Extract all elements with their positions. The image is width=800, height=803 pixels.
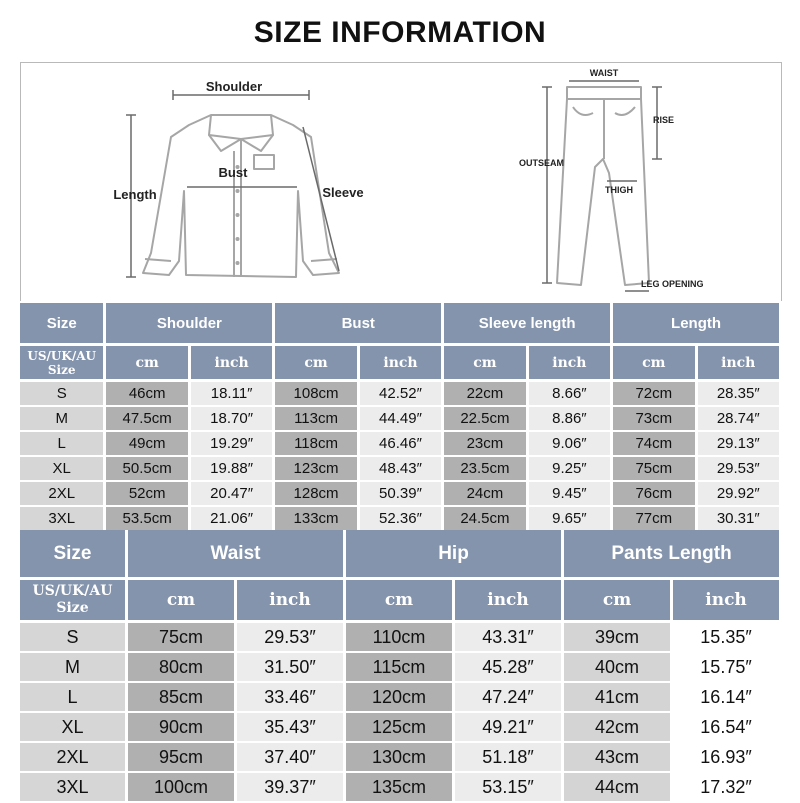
- shirt-inch-cell: 50.39″: [360, 482, 444, 507]
- pants-cm-cell: 44cm: [564, 773, 673, 803]
- unit-cm-label: cm: [106, 346, 190, 382]
- pants-inch-cell: 16.93″: [673, 743, 782, 773]
- shirt-label-sleeve: Sleeve: [322, 185, 364, 200]
- shirt-inch-cell: 8.66″: [529, 382, 613, 407]
- shirt-unit-header-row: [20, 346, 782, 382]
- shirt-size-region-label: [20, 346, 106, 382]
- unit-inch-label: inch: [673, 580, 782, 623]
- shirt-cm-cell: 49cm: [106, 432, 190, 457]
- pants-cm-cell: 42cm: [564, 713, 673, 743]
- unit-inch-label: inch: [698, 346, 782, 382]
- shirt-size-cell: S: [20, 382, 106, 407]
- pants-inch-cell: 39.37″: [237, 773, 346, 803]
- shirt-inch-cell: 9.25″: [529, 457, 613, 482]
- pants-header-hip: Hip: [346, 530, 564, 580]
- shirt-cm-cell: 24cm: [444, 482, 528, 507]
- pants-inch-cell: 15.75″: [673, 653, 782, 683]
- shirt-cm-cell: 77cm: [613, 507, 697, 532]
- pants-cm-cell: 135cm: [346, 773, 455, 803]
- pants-inch-cell: 16.54″: [673, 713, 782, 743]
- shirt-row: [20, 457, 782, 482]
- pants-cm-cell: 125cm: [346, 713, 455, 743]
- shirt-cm-cell: 52cm: [106, 482, 190, 507]
- shirt-size-cell: 3XL: [20, 507, 106, 532]
- shirt-cm-cell: 23cm: [444, 432, 528, 457]
- shirt-inch-cell: 8.86″: [529, 407, 613, 432]
- pants-row: [20, 773, 782, 803]
- pants-unit-header-row: [20, 580, 782, 623]
- shirt-size-cell: M: [20, 407, 106, 432]
- shirt-inch-cell: 29.92″: [698, 482, 782, 507]
- shirt-cm-cell: 73cm: [613, 407, 697, 432]
- shirt-cm-cell: 23.5cm: [444, 457, 528, 482]
- shirt-inch-cell: 18.11″: [191, 382, 275, 407]
- shirt-size-cell: XL: [20, 457, 106, 482]
- pants-size-cell: 3XL: [20, 773, 128, 803]
- pants-inch-cell: 16.14″: [673, 683, 782, 713]
- pants-inch-cell: 29.53″: [237, 623, 346, 653]
- shirt-size-cell: L: [20, 432, 106, 457]
- pants-row: [20, 653, 782, 683]
- shirt-group-header-row: [20, 303, 782, 346]
- shirt-size-cell: 2XL: [20, 482, 106, 507]
- shirt-header-size: Size: [20, 303, 106, 346]
- unit-inch-label: inch: [237, 580, 346, 623]
- shirt-cm-cell: 133cm: [275, 507, 359, 532]
- shirt-inch-cell: 29.13″: [698, 432, 782, 457]
- shirt-cm-cell: 24.5cm: [444, 507, 528, 532]
- pants-group-header-row: [20, 530, 782, 580]
- shirt-cm-cell: 50.5cm: [106, 457, 190, 482]
- pants-cm-cell: 95cm: [128, 743, 237, 773]
- size-diagram: [20, 62, 782, 301]
- shirt-size-table: [20, 303, 782, 532]
- pants-cm-cell: 110cm: [346, 623, 455, 653]
- pants-inch-cell: 49.21″: [455, 713, 564, 743]
- pants-table-body: [20, 623, 782, 803]
- shirt-row: [20, 482, 782, 507]
- pants-inch-cell: 47.24″: [455, 683, 564, 713]
- pants-header-pants-length: Pants Length: [564, 530, 782, 580]
- size-region-text: US/UK/AU: [32, 583, 113, 599]
- shirt-header-sleeve-length: Sleeve length: [444, 303, 613, 346]
- shirt-cm-cell: 72cm: [613, 382, 697, 407]
- pants-cm-cell: 41cm: [564, 683, 673, 713]
- pants-cm-cell: 43cm: [564, 743, 673, 773]
- pants-size-cell: L: [20, 683, 128, 713]
- shirt-inch-cell: 28.74″: [698, 407, 782, 432]
- pants-header-waist: Waist: [128, 530, 346, 580]
- shirt-cm-cell: 75cm: [613, 457, 697, 482]
- pants-cm-cell: 90cm: [128, 713, 237, 743]
- pants-inch-cell: 15.35″: [673, 623, 782, 653]
- shirt-cm-cell: 74cm: [613, 432, 697, 457]
- unit-cm-label: cm: [275, 346, 359, 382]
- shirt-inch-cell: 28.35″: [698, 382, 782, 407]
- pants-cm-cell: 130cm: [346, 743, 455, 773]
- pants-row: [20, 623, 782, 653]
- shirt-cm-cell: 128cm: [275, 482, 359, 507]
- pants-size-cell: M: [20, 653, 128, 683]
- unit-inch-label: inch: [529, 346, 613, 382]
- pants-size-cell: 2XL: [20, 743, 128, 773]
- pants-inch-cell: 31.50″: [237, 653, 346, 683]
- pants-cm-cell: 80cm: [128, 653, 237, 683]
- size-word-text: Size: [47, 362, 76, 377]
- shirt-measure-lines: [126, 90, 339, 277]
- shirt-inch-cell: 20.47″: [191, 482, 275, 507]
- pants-label-outseam: OUTSEAM: [519, 158, 564, 168]
- shirt-header-length: Length: [613, 303, 782, 346]
- shirt-cm-cell: 22.5cm: [444, 407, 528, 432]
- shirt-inch-cell: 19.29″: [191, 432, 275, 457]
- shirt-inch-cell: 48.43″: [360, 457, 444, 482]
- shirt-inch-cell: 29.53″: [698, 457, 782, 482]
- shirt-inch-cell: 21.06″: [191, 507, 275, 532]
- unit-cm-label: cm: [444, 346, 528, 382]
- pants-cm-cell: 85cm: [128, 683, 237, 713]
- pants-cm-cell: 75cm: [128, 623, 237, 653]
- shirt-inch-cell: 9.06″: [529, 432, 613, 457]
- pants-label-rise: RISE: [653, 115, 675, 125]
- pants-cm-cell: 40cm: [564, 653, 673, 683]
- unit-cm-label: cm: [128, 580, 237, 623]
- pants-label-thigh: THIGH: [605, 185, 633, 195]
- unit-inch-label: inch: [191, 346, 275, 382]
- pants-inch-cell: 37.40″: [237, 743, 346, 773]
- pants-inch-cell: 45.28″: [455, 653, 564, 683]
- pants-inch-cell: 53.15″: [455, 773, 564, 803]
- shirt-illustration: [143, 115, 339, 277]
- shirt-cm-cell: 113cm: [275, 407, 359, 432]
- shirt-row: [20, 432, 782, 457]
- shirt-table-body: [20, 382, 782, 532]
- shirt-inch-cell: 9.65″: [529, 507, 613, 532]
- pants-row: [20, 683, 782, 713]
- shirt-inch-cell: 42.52″: [360, 382, 444, 407]
- shirt-inch-cell: 19.88″: [191, 457, 275, 482]
- shirt-cm-cell: 47.5cm: [106, 407, 190, 432]
- shirt-cm-cell: 108cm: [275, 382, 359, 407]
- shirt-label-shoulder: Shoulder: [205, 79, 263, 94]
- size-word-text: Size: [56, 600, 89, 616]
- shirt-inch-cell: 44.49″: [360, 407, 444, 432]
- pants-size-region-label: [20, 580, 128, 623]
- shirt-cm-cell: 53.5cm: [106, 507, 190, 532]
- pants-header-size: Size: [20, 530, 128, 580]
- shirt-cm-cell: 118cm: [275, 432, 359, 457]
- pants-cm-cell: 120cm: [346, 683, 455, 713]
- size-region-text: US/UK/AU: [27, 348, 96, 363]
- shirt-inch-cell: 52.36″: [360, 507, 444, 532]
- shirt-row: [20, 507, 782, 532]
- pants-inch-cell: 51.18″: [455, 743, 564, 773]
- pants-cm-cell: 100cm: [128, 773, 237, 803]
- page-title: SIZE INFORMATION: [253, 16, 547, 49]
- pants-size-cell: XL: [20, 713, 128, 743]
- shirt-inch-cell: 30.31″: [698, 507, 782, 532]
- shirt-label-bust: Bust: [218, 165, 248, 180]
- shirt-buttons: [236, 165, 240, 265]
- shirt-cm-cell: 46cm: [106, 382, 190, 407]
- unit-cm-label: cm: [346, 580, 455, 623]
- unit-inch-label: inch: [360, 346, 444, 382]
- pants-illustration: [557, 87, 649, 285]
- pants-label-leg-opening: LEG OPENING: [641, 279, 704, 289]
- shirt-inch-cell: 9.45″: [529, 482, 613, 507]
- shirt-cm-cell: 76cm: [613, 482, 697, 507]
- pants-inch-cell: 33.46″: [237, 683, 346, 713]
- pants-inch-cell: 43.31″: [455, 623, 564, 653]
- pants-size-cell: S: [20, 623, 128, 653]
- shirt-inch-cell: 46.46″: [360, 432, 444, 457]
- shirt-header-bust: Bust: [275, 303, 444, 346]
- shirt-row: [20, 407, 782, 432]
- pants-label-waist: WAIST: [589, 68, 619, 78]
- shirt-inch-cell: 18.70″: [191, 407, 275, 432]
- pants-inch-cell: 35.43″: [237, 713, 346, 743]
- unit-cm-label: cm: [564, 580, 673, 623]
- pants-row: [20, 713, 782, 743]
- pants-cm-cell: 39cm: [564, 623, 673, 653]
- shirt-label-length: Length: [113, 187, 157, 202]
- unit-cm-label: cm: [613, 346, 697, 382]
- shirt-row: [20, 382, 782, 407]
- unit-inch-label: inch: [455, 580, 564, 623]
- pants-cm-cell: 115cm: [346, 653, 455, 683]
- pants-size-table: [20, 530, 782, 803]
- shirt-header-shoulder: Shoulder: [106, 303, 275, 346]
- shirt-cm-cell: 22cm: [444, 382, 528, 407]
- pants-inch-cell: 17.32″: [673, 773, 782, 803]
- shirt-cm-cell: 123cm: [275, 457, 359, 482]
- pants-row: [20, 743, 782, 773]
